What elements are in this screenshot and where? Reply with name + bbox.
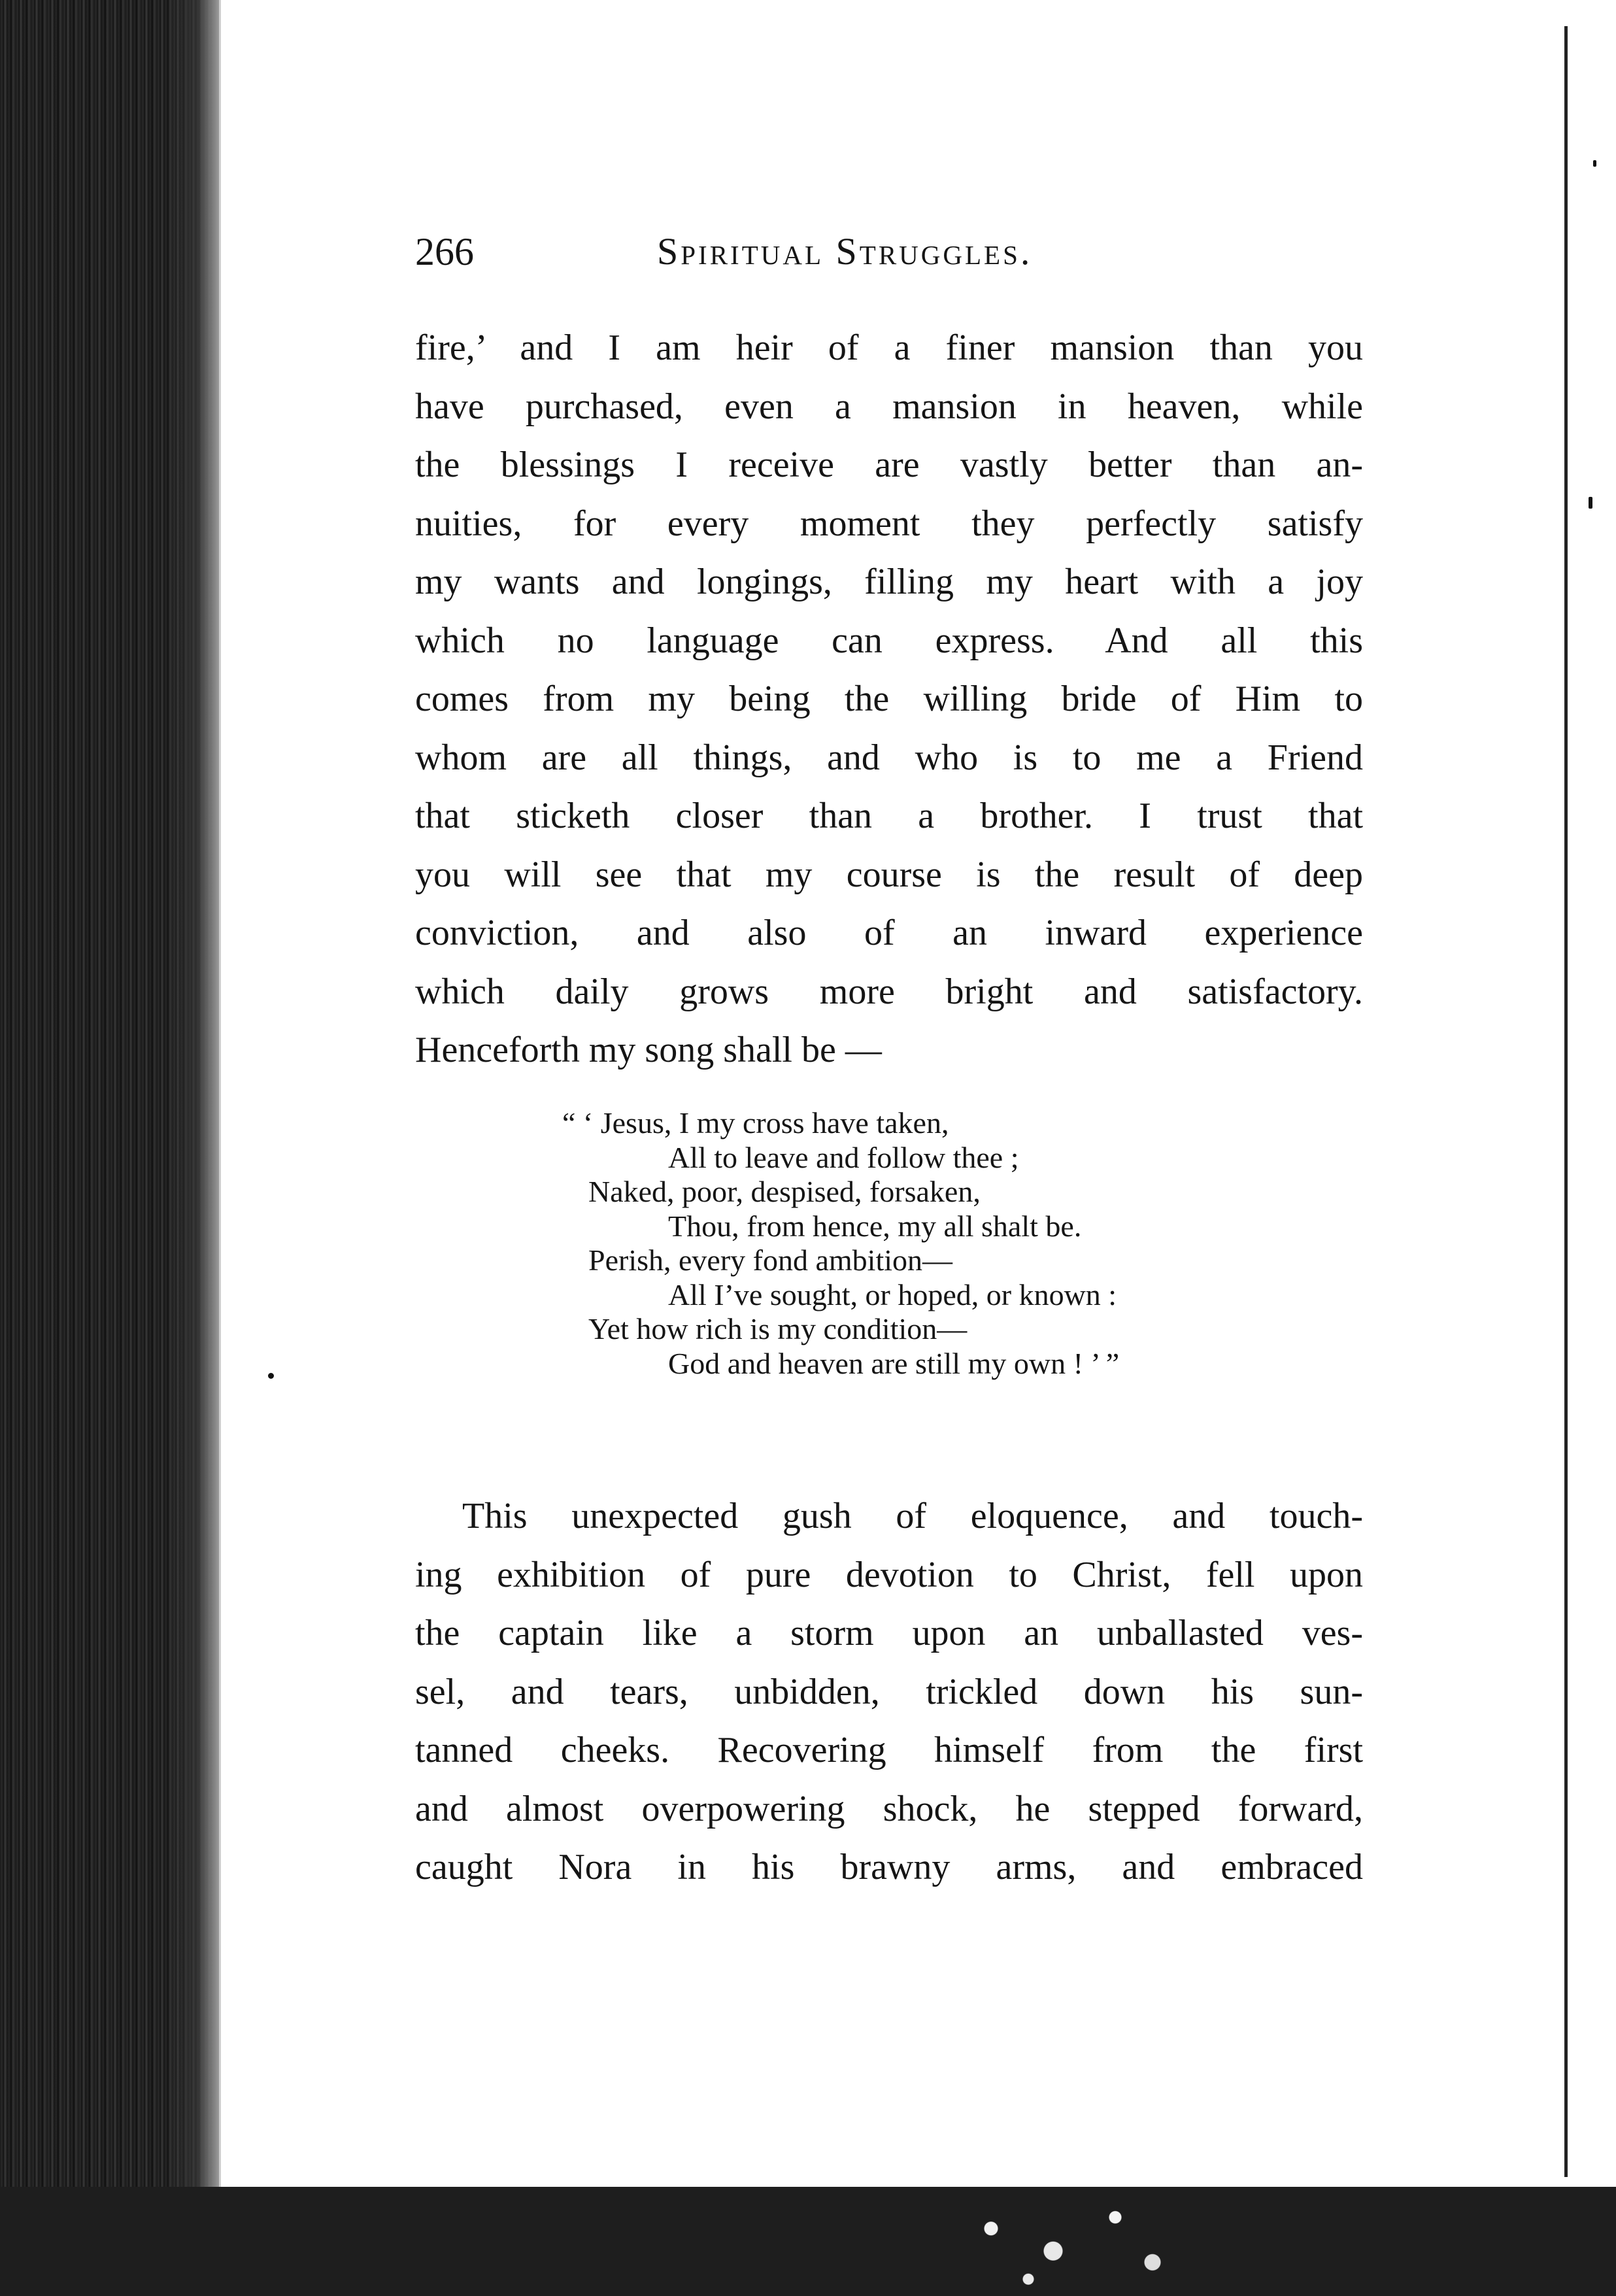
text-line: the blessings I receive are vastly better than an- — [415, 445, 1363, 485]
text-line: that sticketh closer than a brother. I trust that — [415, 796, 1363, 836]
text-line: sel, and tears, unbidden, trickled down his sun- — [415, 1671, 1363, 1712]
hymn-verse — [562, 1106, 1249, 1381]
text-line: which daily grows more bright and satisfactory. — [415, 971, 1363, 1012]
text-line: have purchased, even a mansion in heaven, while — [415, 386, 1363, 427]
verse-line: All I’ve sought, or hoped, or known : — [668, 1277, 1117, 1311]
text-line: my wants and longings, filling my heart with a joy — [415, 562, 1363, 602]
verse-line: Naked, poor, despised, forsaken, — [588, 1175, 981, 1208]
text-line: you will see that my course is the result of deep — [415, 854, 1363, 895]
right-page-edge — [1564, 26, 1568, 2177]
scan-speck — [1593, 160, 1596, 167]
verse-line: “ ‘ Jesus, I my cross have taken, — [562, 1106, 949, 1140]
gutter-shadow — [163, 0, 219, 2296]
verse-line: Thou, from hence, my all shalt be. — [668, 1209, 1082, 1243]
text-line: the captain like a storm upon an unballasted ves- — [415, 1613, 1363, 1653]
page-header — [415, 226, 1141, 278]
text-line: fire,’ and I am heir of a finer mansion than you — [415, 328, 1363, 368]
scan-speck — [1589, 497, 1592, 509]
text-line: This unexpected gush of eloquence, and touch- — [462, 1496, 1363, 1536]
verse-line: Yet how rich is my condition— — [588, 1312, 968, 1345]
page-number: 266 — [415, 230, 474, 273]
text-line: which no language can express. And all this — [415, 620, 1363, 661]
text-line: whom are all things, and who is to me a Friend — [415, 737, 1363, 778]
body-text-bottom — [415, 1487, 1363, 1897]
bottom-edge — [0, 2187, 1616, 2296]
text-line: Henceforth my song shall be — — [415, 1030, 882, 1070]
verse-line: All to leave and follow thee ; — [668, 1140, 1019, 1174]
scan-speck — [268, 1373, 274, 1379]
text-line: conviction, and also of an inward experience — [415, 913, 1363, 953]
right-margin — [1579, 0, 1616, 2187]
text-line: comes from my being the willing bride of Him to — [415, 679, 1363, 719]
verse-line: Perish, every fond ambition— — [588, 1243, 953, 1277]
text-line: caught Nora in his brawny arms, and embraced — [415, 1847, 1363, 1887]
text-line: ing exhibition of pure devotion to Christ, fell upon — [415, 1554, 1363, 1595]
bottom-scan-artifact — [941, 2184, 1190, 2296]
body-text-top — [415, 319, 1363, 1080]
running-head: Spiritual Struggles. — [657, 230, 1033, 273]
verse-line: God and heaven are still my own ! ’ ” — [668, 1346, 1120, 1380]
text-line: tanned cheeks. Recovering himself from the first — [415, 1730, 1363, 1770]
text-line: and almost overpowering shock, he stepped forward, — [415, 1788, 1363, 1829]
text-line: nuities, for every moment they perfectly satisfy — [415, 503, 1363, 544]
